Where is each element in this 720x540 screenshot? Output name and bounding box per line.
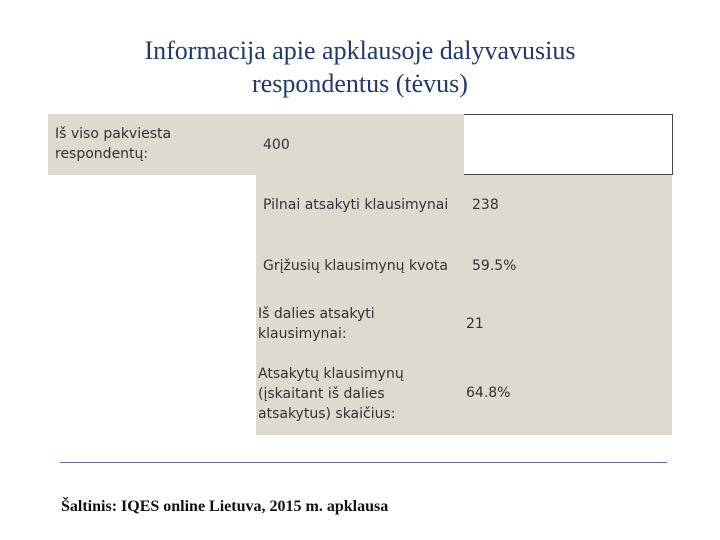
answered-questionnaires-label: Atsakytų klausimynų (įskaitant iš dalies atsakytus) skaičius: [258, 366, 404, 422]
total-respondents-value: 400 [263, 137, 290, 153]
return-rate-value: 59.5% [472, 258, 517, 274]
completed-questionnaires-value: 238 [472, 197, 499, 213]
title-line-2: respondentus (tėvus) [252, 69, 468, 98]
return-rate-label: Grįžusių klausimynų kvota [263, 258, 449, 274]
empty-outlined-cell [464, 114, 673, 175]
source-note: Šaltinis: IQES online Lietuva, 2015 m. apklausa [61, 498, 389, 515]
partial-questionnaires-label: Iš dalies atsakyti klausimynai: [258, 306, 375, 342]
answered-questionnaires-value: 64.8% [466, 385, 511, 401]
partial-questionnaires-value: 21 [466, 316, 484, 332]
title-line-1: Informacija apie apklausoje dalyvavusius [144, 36, 576, 65]
total-respondents-label: Iš viso pakviesta respondentų: [55, 126, 172, 162]
divider-line [60, 462, 667, 463]
page-title [0, 34, 720, 100]
completed-questionnaires-label: Pilnai atsakyti klausimynai [263, 197, 449, 213]
